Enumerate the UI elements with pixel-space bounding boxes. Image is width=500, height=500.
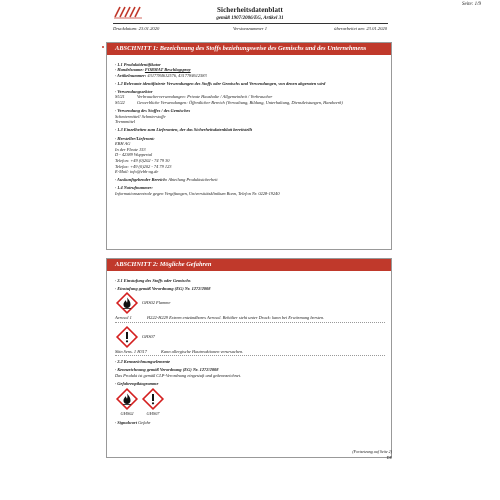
exclamation-mark-icon [141,387,165,411]
flame-icon [115,291,139,315]
ghs07-label: GHS07 [142,333,155,339]
divider [115,322,385,323]
document-title: Sicherheitsdatenblatt [217,6,283,14]
clp-classification-label: · Einstufung gemäß Verordnung (EG) Nr. 1272/2008 [115,285,211,291]
pictograms-label: · Gefahrenpiktogramme [115,380,159,386]
subsection-2-2: · 2.2 Kennzeichnungselemente [115,358,171,364]
pictogram-ghs02 [115,387,139,417]
sector-label: · Verwendungssektor [115,88,153,94]
ghs02-row [115,291,385,315]
use-value-1: Schmiermittel/ Schmierstoffe [115,113,166,119]
supplier-line: D - 42389 Wuppertal [115,152,153,158]
supplier-line: Telefon: +49 (0)202 - 74 79 30 [115,157,170,163]
supplier-email[interactable]: E-Mail: info@ebh-ag.de [115,169,159,175]
sector-su22: SU22 Gewerbliche Verwendungen: Öffentlicher Bereich (Verwaltung, Bildung, Unterhaltung, Dienstleistungen, Handwerk) [115,100,343,106]
labelling-regulation: · Kennzeichnung gemäß Verordnung (EG) Nr. 1272/2008 [115,366,219,372]
pictogram-row [115,387,385,417]
ghs07-row [115,325,385,349]
pictogram-ghs02-label: GHS02 [120,411,134,417]
labelling-text: Das Produkt ist gemäß CLP-Verordnung eingestuft und gekennzeichnet. [115,372,242,378]
revision-marker [102,46,104,48]
use-label: · Verwendung des Stoffes / des Gemisches [115,108,191,114]
emergency-number: Informationszentrale gegen Vergiftungen, Universitätsklinikum Bonn, Telefon Nr. 0228-19240 [115,190,280,196]
supplier-line: EBH AG [115,141,131,147]
subsection-1-3: · 1.3 Einzelheiten zum Lieferanten, der das Sicherheitsdatenblatt bereitstellt [115,127,252,133]
subsection-1-4: · 1.4 Notrufnummer: [115,185,153,191]
pictogram-ghs07-label: GHS07 [146,411,160,417]
info-department: · Auskunftgebender Bereich: Abteilung Produktsicherheit [115,177,218,183]
supplier-line: Telefax: +49 (0)202 - 74 79 123 [115,163,172,169]
ghs02-label: GHS02 Flamme [142,300,171,306]
flame-icon [115,387,139,411]
page-number: Seite: 1/9 [462,2,482,7]
hazard-skin-sens: Skin Sens. 1 H317 Kann allergische Hautreaktionen verursachen. [115,348,244,354]
document-subtitle: gemäß 1907/2006/EG, Artikel 31 [216,16,284,21]
continued-note: (Fortsetzung auf Seite 2) [352,449,392,454]
section-1-heading: ABSCHNITT 1: Bezeichnung des Stoffs beziehungsweise des Gemischs und des Unternehmens [107,43,391,55]
print-date: Druckdatum: 23.01.2020 [113,26,160,31]
supplier-label: · Hersteller/Lieferant: [115,135,155,141]
pictogram-ghs07 [141,387,165,417]
sector-su21: SU21 Verbraucherverwendungen: Private Haushalte / Allgemeinheit / Verbraucher [115,94,273,100]
section-1 [106,42,392,250]
header-divider [113,23,388,24]
version-number: Versionsnummer 1 [232,26,268,31]
language-code: DE [386,455,392,460]
subsection-2-1: · 2.1 Einstufung des Stoffs oder Gemischs [115,277,191,283]
exclamation-mark-icon [115,325,139,349]
divider [115,355,385,356]
revision-date: überarbeitet am: 23.01.2020 [334,26,387,31]
use-value-2: Trennmittel [115,119,136,125]
subsection-1-1: · 1.1 Produktidentifikator [115,61,161,67]
supplier-line: In der Fleute 153 [115,146,146,152]
section-2 [106,258,392,458]
trade-name: · Handelsname: FORMAT Beschlagspray [115,67,191,73]
signal-word: · Signalwort Gefahr [115,419,151,425]
subsection-1-2: · 1.2 Relevante identifizierte Verwendungen des Stoffs oder Gemischs und Verwendungen, von denen abgeraten wird [115,80,326,86]
section-2-heading: ABSCHNITT 2: Mögliche Gefahren [107,259,391,271]
article-number: · Artikelnummer: 4317784612576, 4317784612583 [115,72,207,78]
hazard-aerosol: Aerosol 1 H222-H229 Extrem entzündbares Aerosol. Behälter steht unter Druck: kann bei Erwärmung bersten. [115,315,325,321]
